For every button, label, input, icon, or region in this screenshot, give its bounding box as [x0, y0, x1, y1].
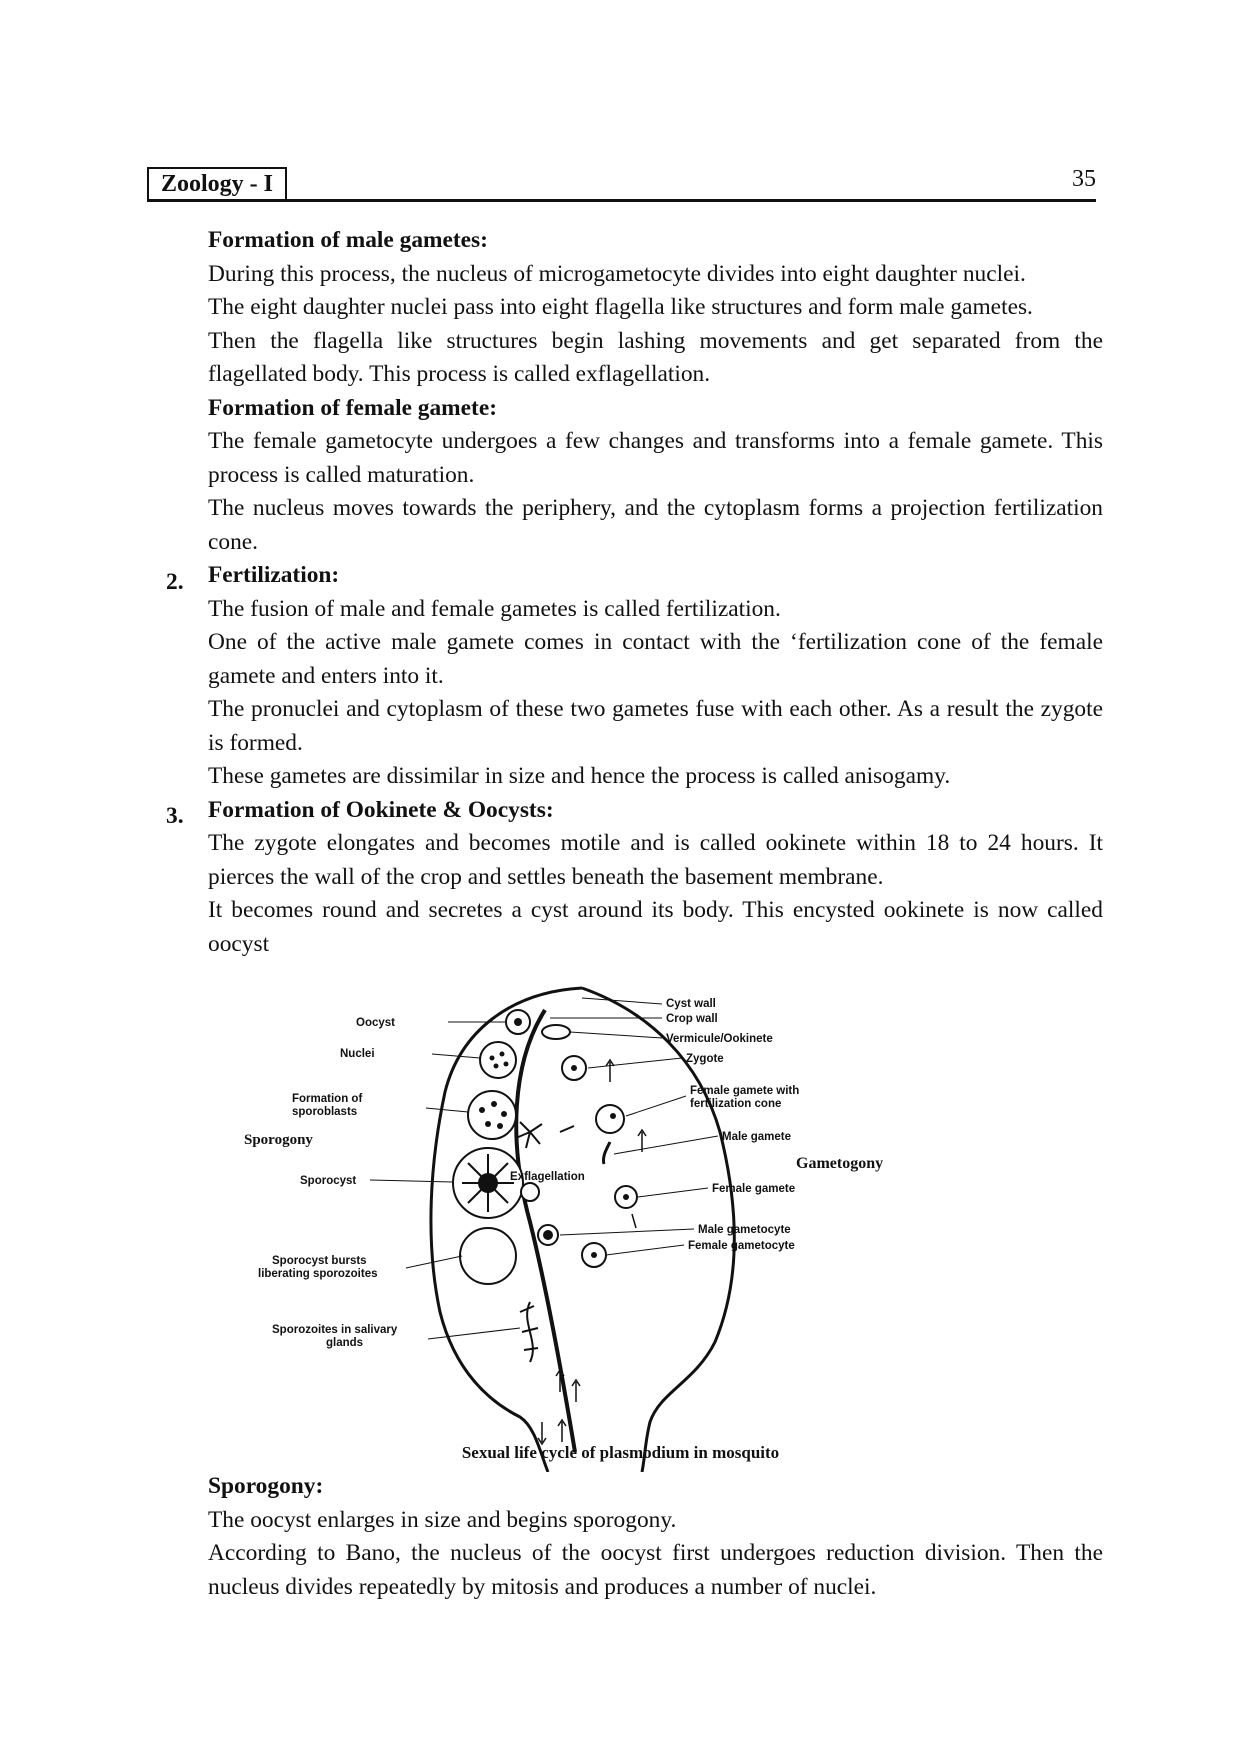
heading-sporogony: Sporogony: [208, 1473, 324, 1499]
text-block-upper [208, 224, 1103, 961]
label-gametogony: Gametogony [796, 1155, 884, 1172]
label-male-gametocyte: Male gametocyte [698, 1224, 791, 1236]
heading-female-gamete: Formation of female gamete: [208, 394, 498, 421]
label-sporocyst-bursts: liberating sporozoites [258, 1268, 378, 1280]
ookinete-cell [542, 1025, 570, 1039]
label-male-gamete: Male gamete [722, 1131, 792, 1143]
header-rule [147, 199, 1096, 202]
heading-ookinete: Formation of Ookinete & Oocysts: [208, 796, 554, 823]
bursting-sporocyst [460, 1228, 516, 1284]
page-number: 35 [1072, 166, 1096, 192]
heading-male-gametes: Formation of male gametes: [208, 227, 488, 253]
label-sporozoites-salivary: glands [326, 1337, 364, 1349]
paragraph: The zygote elongates and becomes motile and is called ookinete within 18 to 24 hours. It pierces the wall of the crop and settles beneath the basement membrane. [208, 830, 1103, 890]
nuclei-cell [480, 1042, 516, 1078]
label-sporocyst-bursts: Sporocyst bursts [272, 1255, 367, 1267]
list-number: 2. [166, 569, 184, 595]
paragraph: The pronuclei and cytoplasm of these two gametes fuse with each other. As a result the zygote is formed. [208, 696, 1103, 756]
plasmodium-life-cycle-diagram [230, 982, 1030, 1472]
label-female-gametocyte: Female gametocyte [688, 1240, 795, 1252]
label-zygote: Zygote [686, 1053, 724, 1065]
label-female-gamete: Female gamete [712, 1183, 796, 1195]
paragraph: The female gametocyte undergoes a few changes and transforms into a female gamete. This process is called maturation. [208, 428, 1103, 488]
figure-caption: Sexual life cycle of plasmodium in mosquito [461, 1443, 780, 1462]
paragraph: One of the active male gamete comes in contact with the ‘fertilization cone of the female gamete and enters into it. [208, 629, 1103, 689]
paragraph: The fusion of male and female gametes is called fertilization. [208, 595, 781, 622]
paragraph: The nucleus moves towards the periphery, and the cytoplasm forms a projection fertilization cone. [208, 495, 1103, 555]
heading-fertilization: Fertilization: [208, 562, 340, 588]
label-female-gamete-fertilization: Female gamete with [690, 1085, 800, 1097]
label-female-gamete-fertilization: fertilization cone [690, 1098, 782, 1110]
paragraph: During this process, the nucleus of microgametocyte divides into eight daughter nuclei. [208, 260, 1026, 287]
paragraph: These gametes are dissimilar in size and hence the process is called anisogamy. [208, 763, 951, 789]
label-oocyst: Oocyst [356, 1017, 395, 1029]
paragraph: The oocyst enlarges in size and begins sporogony. [208, 1506, 677, 1533]
list-number: 3. [166, 803, 184, 829]
label-sporogony: Sporogony [244, 1132, 313, 1148]
label-cyst-wall: Cyst wall [666, 998, 716, 1010]
paragraph: It becomes round and secretes a cyst around its body. This encysted ookinete is now called oocyst [208, 897, 1103, 957]
text-block-lower [208, 1470, 1103, 1604]
label-nuclei: Nuclei [340, 1048, 375, 1060]
paragraph: Then the flagella like structures begin lashing movements and get separated from the flagellated body. This process is called exflagellation. [208, 327, 1103, 387]
exflagellation-cell [521, 1183, 539, 1201]
label-sporozoites-salivary: Sporozoites in salivary [272, 1324, 398, 1336]
label-sporocyst: Sporocyst [300, 1175, 357, 1187]
label-vermicule-ookinete: Vermicule/Ookinete [666, 1033, 773, 1045]
sporoblast-cell [468, 1091, 516, 1139]
label-crop-wall: Crop wall [666, 1013, 718, 1025]
course-title: Zoology - I [147, 167, 287, 201]
paragraph: According to Bano, the nucleus of the oocyst first undergoes reduction division. Then the nucleus divides repeatedly by mitosis and produces a number of nuclei. [208, 1540, 1103, 1600]
label-formation-sporoblasts: Formation of [292, 1093, 363, 1105]
female-gamete-cone-cell [596, 1105, 624, 1133]
paragraph: The eight daughter nuclei pass into eight flagella like structures and form male gametes. [208, 294, 1033, 320]
label-formation-sporoblasts: sporoblasts [292, 1106, 358, 1118]
label-exflagellation: Exflagellation [510, 1171, 585, 1183]
